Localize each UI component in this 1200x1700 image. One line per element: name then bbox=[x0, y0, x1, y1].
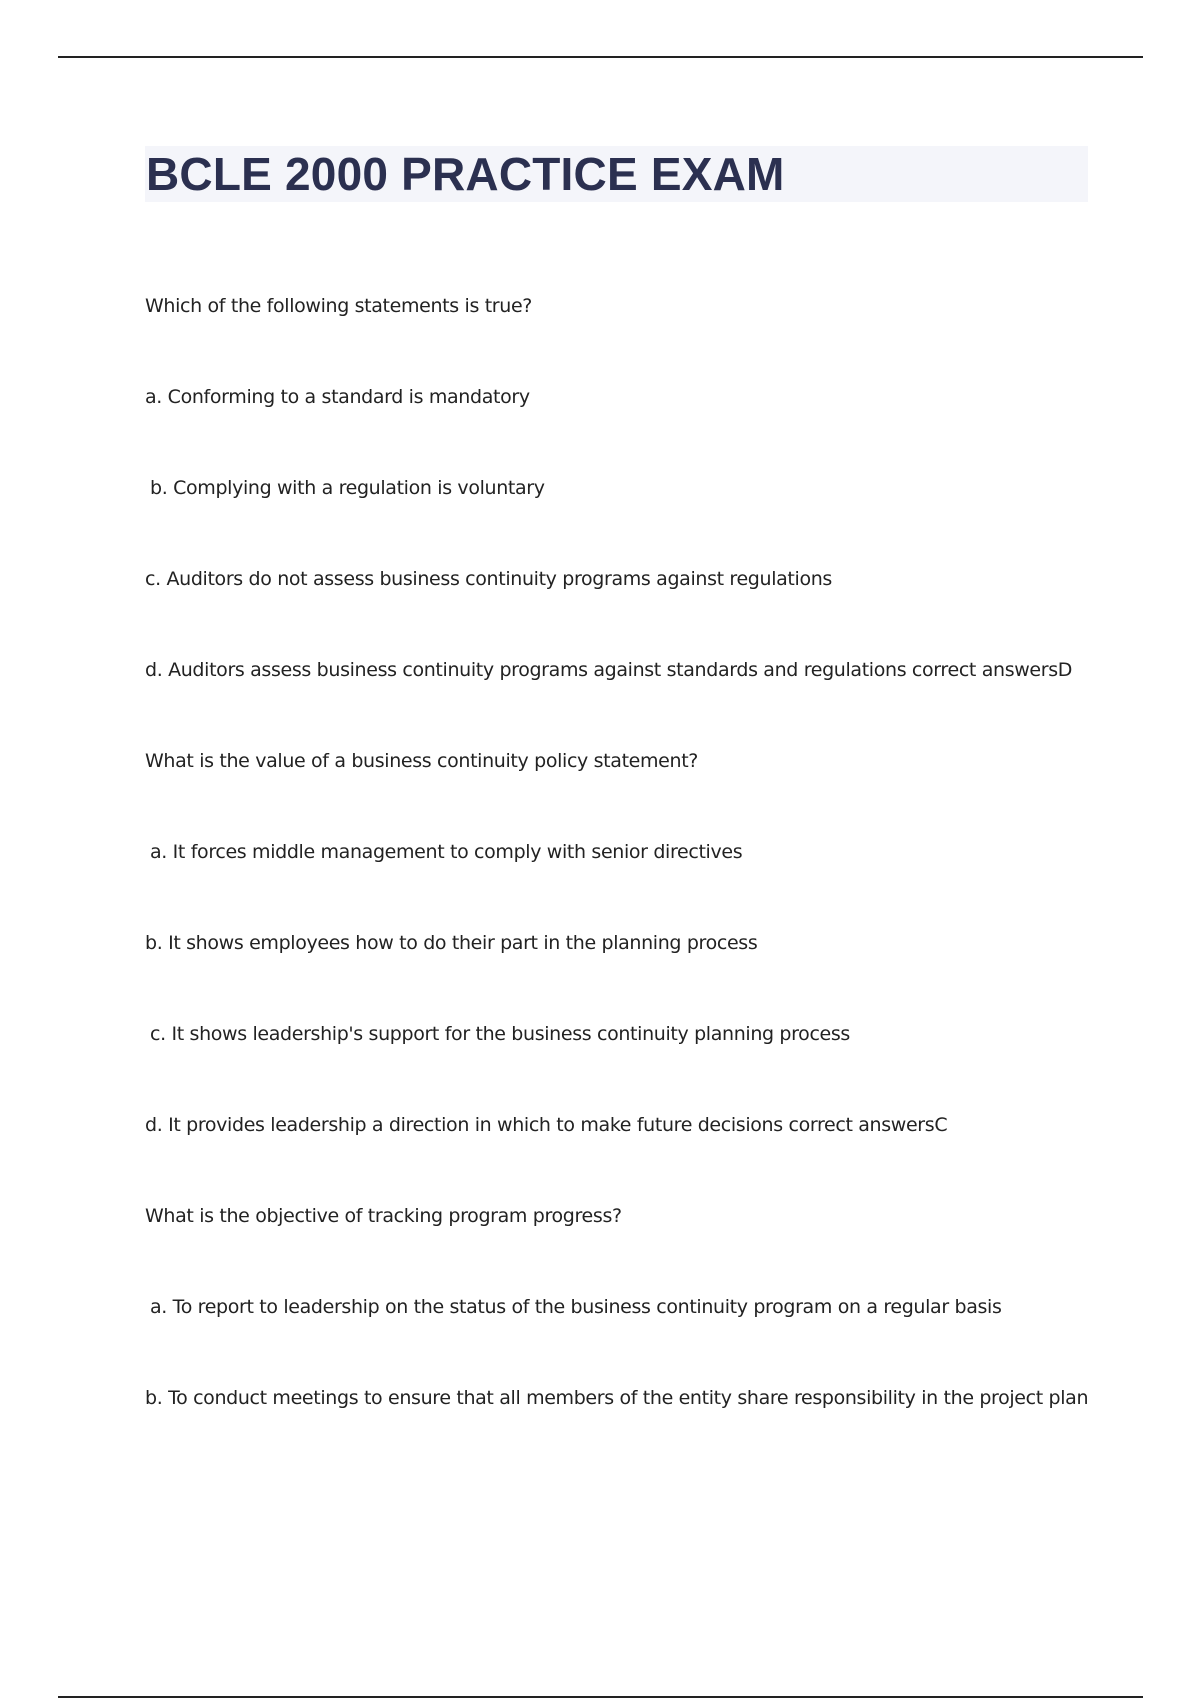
bottom-rule bbox=[58, 1696, 1143, 1698]
q2-option-b: b. It shows employees how to do their part in the planning process bbox=[145, 932, 758, 954]
q3-option-b: b. To conduct meetings to ensure that all members of the entity share responsibility in the project plan bbox=[145, 1387, 1089, 1409]
q1-option-a: a. Conforming to a standard is mandatory bbox=[145, 386, 530, 408]
q2-option-a: a. It forces middle management to comply with senior directives bbox=[150, 841, 743, 863]
q1-option-d: d. Auditors assess business continuity programs against standards and regulations correct answersD bbox=[145, 659, 1073, 681]
question-2: What is the value of a business continuity policy statement? bbox=[145, 750, 699, 772]
q2-option-c: c. It shows leadership's support for the business continuity planning process bbox=[150, 1023, 850, 1045]
question-3: What is the objective of tracking program progress? bbox=[145, 1205, 622, 1227]
q3-option-a: a. To report to leadership on the status of the business continuity program on a regular basis bbox=[150, 1296, 1002, 1318]
q1-option-c: c. Auditors do not assess business continuity programs against regulations bbox=[145, 568, 832, 590]
question-1: Which of the following statements is true? bbox=[145, 295, 533, 317]
q2-option-d: d. It provides leadership a direction in which to make future decisions correct answersC bbox=[145, 1114, 948, 1136]
page-title: BCLE 2000 PRACTICE EXAM bbox=[146, 148, 785, 200]
q1-option-b: b. Complying with a regulation is voluntary bbox=[150, 477, 545, 499]
top-rule bbox=[58, 56, 1143, 58]
